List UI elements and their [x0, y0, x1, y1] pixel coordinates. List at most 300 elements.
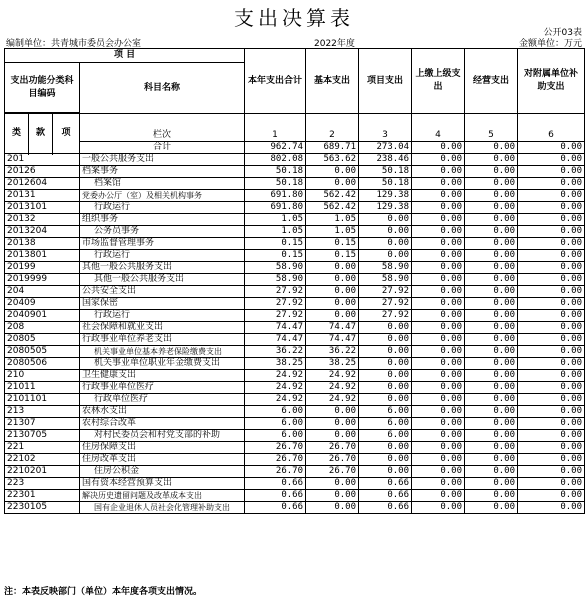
row-value-v4: 0.00	[412, 334, 465, 346]
row-value-v6: 0.00	[518, 466, 585, 478]
row-value-v4: 0.00	[412, 286, 465, 298]
row-value-v1: 50.18	[245, 166, 306, 178]
row-value-v3: 0.00	[359, 442, 412, 454]
table-row	[5, 502, 585, 514]
row-value-v6: 0.00	[518, 394, 585, 406]
row-value-v5: 0.00	[465, 310, 518, 322]
row-value-v6: 0.00	[518, 226, 585, 238]
row-value-v5: 0.00	[465, 370, 518, 382]
row-value-v2: 0.15	[306, 250, 359, 262]
row-name: 公务员事务	[80, 226, 245, 238]
row-value-v4: 0.00	[412, 238, 465, 250]
row-value-v4: 0.00	[412, 478, 465, 490]
row-value-v2: 1.05	[306, 214, 359, 226]
row-value-v2: 0.00	[306, 406, 359, 418]
table-row	[5, 358, 585, 370]
row-value-v4: 0.00	[412, 430, 465, 442]
row-value-v6: 0.00	[518, 430, 585, 442]
row-name: 公共安全支出	[80, 286, 245, 298]
row-value-v5: 0.00	[465, 250, 518, 262]
row-name: 市场监督管理事务	[80, 238, 245, 250]
table-row	[5, 442, 585, 454]
row-value-v1: 0.66	[245, 502, 306, 514]
row-value-v3: 50.18	[359, 178, 412, 190]
row-code: 2013204	[5, 226, 80, 238]
table-row	[5, 370, 585, 382]
table-row	[5, 406, 585, 418]
row-code: 223	[5, 478, 80, 490]
row-value-v2: 24.92	[306, 382, 359, 394]
table-row	[5, 250, 585, 262]
row-value-v1: 0.15	[245, 238, 306, 250]
row-value-v4: 0.00	[412, 154, 465, 166]
row-code: 20138	[5, 238, 80, 250]
row-value-v1: 36.22	[245, 346, 306, 358]
row-value-v4: 0.00	[412, 178, 465, 190]
table-row	[5, 334, 585, 346]
row-code: 208	[5, 322, 80, 334]
row-name: 卫生健康支出	[80, 370, 245, 382]
row-name: 行政运行	[80, 250, 245, 262]
row-code: 20131	[5, 190, 80, 202]
row-code: 21011	[5, 382, 80, 394]
row-value-v5: 0.00	[465, 430, 518, 442]
table-row	[5, 178, 585, 190]
row-value-v6: 0.00	[518, 286, 585, 298]
table-row	[5, 454, 585, 466]
row-value-v1: 6.00	[245, 430, 306, 442]
row-value-v4: 0.00	[412, 490, 465, 502]
table-row	[5, 418, 585, 430]
row-code: 201	[5, 154, 80, 166]
row-value-v1: 74.47	[245, 334, 306, 346]
row-name: 机关事业单位职业年金缴费支出	[80, 358, 245, 370]
row-code: 2013101	[5, 202, 80, 214]
row-value-v3: 0.00	[359, 382, 412, 394]
row-value-v3: 27.92	[359, 286, 412, 298]
total-v2: 689.71	[306, 142, 359, 154]
row-value-v4: 0.00	[412, 346, 465, 358]
row-name: 行政事业单位医疗	[80, 382, 245, 394]
row-value-v4: 0.00	[412, 466, 465, 478]
row-name: 其他一般公共服务支出	[80, 262, 245, 274]
row-value-v4: 0.00	[412, 418, 465, 430]
table-row	[5, 322, 585, 334]
row-name: 解决历史遗留问题及改革成本支出	[80, 490, 245, 502]
row-name: 党委办公厅（室）及相关机构事务	[80, 190, 245, 202]
row-value-v4: 0.00	[412, 394, 465, 406]
header-lanci: 栏次	[80, 114, 245, 142]
row-value-v1: 1.05	[245, 226, 306, 238]
row-value-v5: 0.00	[465, 262, 518, 274]
row-value-v4: 0.00	[412, 454, 465, 466]
row-value-v5: 0.00	[465, 238, 518, 250]
row-code: 2101101	[5, 394, 80, 406]
row-value-v1: 24.92	[245, 382, 306, 394]
row-value-v1: 24.92	[245, 394, 306, 406]
row-value-v2: 24.92	[306, 370, 359, 382]
row-name: 行政事业单位养老支出	[80, 334, 245, 346]
row-value-v6: 0.00	[518, 262, 585, 274]
header-xiang: 项	[53, 114, 80, 154]
col-num-3: 3	[359, 114, 412, 142]
row-value-v6: 0.00	[518, 178, 585, 190]
header-project: 项 目	[5, 49, 245, 63]
row-value-v6: 0.00	[518, 406, 585, 418]
row-name: 国有资本经营预算支出	[80, 478, 245, 490]
total-row	[5, 142, 585, 154]
row-value-v5: 0.00	[465, 178, 518, 190]
row-value-v3: 0.00	[359, 454, 412, 466]
row-value-v2: 0.00	[306, 262, 359, 274]
row-value-v5: 0.00	[465, 466, 518, 478]
row-value-v4: 0.00	[412, 214, 465, 226]
header-upper: 上缴上级支出	[412, 49, 465, 114]
col-num-1: 1	[245, 114, 306, 142]
row-value-v3: 0.00	[359, 334, 412, 346]
row-name: 住房公积金	[80, 466, 245, 478]
col-num-6: 6	[518, 114, 585, 142]
row-value-v2: 0.00	[306, 478, 359, 490]
row-code: 2012604	[5, 178, 80, 190]
row-value-v3: 0.00	[359, 346, 412, 358]
row-value-v2: 26.70	[306, 442, 359, 454]
row-code: 2210201	[5, 466, 80, 478]
row-value-v5: 0.00	[465, 322, 518, 334]
table-row	[5, 298, 585, 310]
table-row	[5, 262, 585, 274]
row-value-v4: 0.00	[412, 274, 465, 286]
row-value-v1: 58.90	[245, 274, 306, 286]
table-row	[5, 478, 585, 490]
row-value-v3: 58.90	[359, 262, 412, 274]
row-code: 20126	[5, 166, 80, 178]
total-v6: 0.00	[518, 142, 585, 154]
row-value-v4: 0.00	[412, 262, 465, 274]
col-num-4: 4	[412, 114, 465, 142]
row-value-v5: 0.00	[465, 454, 518, 466]
row-value-v2: 0.00	[306, 286, 359, 298]
table-row	[5, 154, 585, 166]
row-code: 20199	[5, 262, 80, 274]
row-value-v3: 0.00	[359, 466, 412, 478]
row-code: 2080506	[5, 358, 80, 370]
row-value-v1: 74.47	[245, 322, 306, 334]
row-value-v3: 0.00	[359, 394, 412, 406]
row-code: 21307	[5, 418, 80, 430]
expenditure-table	[4, 48, 585, 514]
row-value-v5: 0.00	[465, 226, 518, 238]
row-name: 机关事业单位基本养老保险缴费支出	[80, 346, 245, 358]
row-value-v1: 802.08	[245, 154, 306, 166]
row-value-v6: 0.00	[518, 502, 585, 514]
row-value-v2: 38.25	[306, 358, 359, 370]
row-value-v5: 0.00	[465, 346, 518, 358]
total-label: 合计	[80, 142, 245, 154]
row-value-v2: 562.42	[306, 190, 359, 202]
footnote: 注：本表反映部门（单位）本年度各项支出情况。	[4, 587, 203, 597]
row-value-v2: 1.05	[306, 226, 359, 238]
row-value-v1: 38.25	[245, 358, 306, 370]
row-code: 22102	[5, 454, 80, 466]
table-row	[5, 214, 585, 226]
row-value-v4: 0.00	[412, 322, 465, 334]
row-value-v5: 0.00	[465, 214, 518, 226]
row-value-v1: 0.66	[245, 490, 306, 502]
header-lei: 类	[5, 114, 29, 154]
row-value-v2: 0.00	[306, 418, 359, 430]
row-value-v5: 0.00	[465, 334, 518, 346]
row-value-v3: 0.00	[359, 226, 412, 238]
compiling-unit: 编制单位：共青城市委员会办公室	[6, 39, 142, 49]
row-value-v6: 0.00	[518, 214, 585, 226]
row-value-v3: 27.92	[359, 310, 412, 322]
row-value-v2: 26.70	[306, 466, 359, 478]
col-num-2: 2	[306, 114, 359, 142]
row-value-v1: 691.80	[245, 202, 306, 214]
row-value-v6: 0.00	[518, 298, 585, 310]
row-value-v2: 0.00	[306, 502, 359, 514]
row-value-v5: 0.00	[465, 418, 518, 430]
table-row	[5, 238, 585, 250]
row-value-v2: 0.00	[306, 490, 359, 502]
row-name: 行政单位医疗	[80, 394, 245, 406]
row-value-v6: 0.00	[518, 310, 585, 322]
row-code: 2019999	[5, 274, 80, 286]
row-value-v4: 0.00	[412, 442, 465, 454]
row-value-v3: 238.46	[359, 154, 412, 166]
row-value-v1: 26.70	[245, 442, 306, 454]
row-value-v2: 0.15	[306, 238, 359, 250]
row-value-v3: 129.38	[359, 202, 412, 214]
row-value-v6: 0.00	[518, 346, 585, 358]
row-value-v1: 58.90	[245, 262, 306, 274]
row-name: 住房保障支出	[80, 442, 245, 454]
row-name: 国有企业退休人员社会化管理补助支出	[80, 502, 245, 514]
row-value-v3: 0.00	[359, 370, 412, 382]
row-value-v5: 0.00	[465, 490, 518, 502]
row-value-v5: 0.00	[465, 382, 518, 394]
row-value-v4: 0.00	[412, 226, 465, 238]
row-value-v5: 0.00	[465, 406, 518, 418]
row-value-v2: 0.00	[306, 274, 359, 286]
row-code: 2230105	[5, 502, 80, 514]
page-title: 支出决算表	[234, 6, 354, 30]
row-value-v1: 0.15	[245, 250, 306, 262]
total-v1: 962.74	[245, 142, 306, 154]
table-row	[5, 202, 585, 214]
table-row	[5, 382, 585, 394]
meta-line	[4, 36, 584, 48]
table-row	[5, 190, 585, 202]
header-subsidy: 对附属单位补助支出	[518, 49, 585, 114]
row-value-v6: 0.00	[518, 334, 585, 346]
row-value-v2: 74.47	[306, 334, 359, 346]
header-code-group: 支出功能分类科目编码	[5, 63, 80, 113]
row-value-v5: 0.00	[465, 154, 518, 166]
table-row	[5, 310, 585, 322]
row-value-v5: 0.00	[465, 202, 518, 214]
header-subject-name: 科目名称	[80, 63, 245, 114]
row-value-v1: 0.66	[245, 478, 306, 490]
row-code: 221	[5, 442, 80, 454]
row-value-v3: 0.66	[359, 490, 412, 502]
row-value-v4: 0.00	[412, 166, 465, 178]
row-value-v5: 0.00	[465, 442, 518, 454]
row-value-v3: 6.00	[359, 406, 412, 418]
row-value-v5: 0.00	[465, 166, 518, 178]
row-value-v4: 0.00	[412, 310, 465, 322]
row-code: 22301	[5, 490, 80, 502]
row-name: 行政运行	[80, 310, 245, 322]
header-kuan: 款	[29, 114, 53, 154]
table-row	[5, 346, 585, 358]
row-value-v2: 0.00	[306, 310, 359, 322]
row-value-v2: 26.70	[306, 454, 359, 466]
row-value-v5: 0.00	[465, 502, 518, 514]
row-code: 204	[5, 286, 80, 298]
row-value-v1: 27.92	[245, 310, 306, 322]
row-code: 20132	[5, 214, 80, 226]
row-value-v6: 0.00	[518, 478, 585, 490]
row-value-v5: 0.00	[465, 478, 518, 490]
row-value-v1: 26.70	[245, 466, 306, 478]
row-value-v6: 0.00	[518, 322, 585, 334]
row-value-v4: 0.00	[412, 406, 465, 418]
row-value-v2: 0.00	[306, 430, 359, 442]
table-row	[5, 286, 585, 298]
row-value-v2: 0.00	[306, 298, 359, 310]
row-value-v5: 0.00	[465, 298, 518, 310]
row-value-v3: 0.00	[359, 322, 412, 334]
row-value-v4: 0.00	[412, 202, 465, 214]
table-row	[5, 226, 585, 238]
row-name: 国家保密	[80, 298, 245, 310]
row-value-v2: 0.00	[306, 178, 359, 190]
row-value-v4: 0.00	[412, 298, 465, 310]
row-value-v2: 563.62	[306, 154, 359, 166]
total-v3: 273.04	[359, 142, 412, 154]
row-value-v3: 0.00	[359, 250, 412, 262]
row-name: 农林水支出	[80, 406, 245, 418]
row-value-v1: 691.80	[245, 190, 306, 202]
row-value-v3: 6.00	[359, 418, 412, 430]
row-value-v6: 0.00	[518, 274, 585, 286]
row-value-v6: 0.00	[518, 358, 585, 370]
row-value-v3: 129.38	[359, 190, 412, 202]
row-value-v1: 6.00	[245, 406, 306, 418]
row-value-v6: 0.00	[518, 370, 585, 382]
row-name: 档案事务	[80, 166, 245, 178]
row-value-v6: 0.00	[518, 454, 585, 466]
row-value-v1: 24.92	[245, 370, 306, 382]
row-value-v3: 6.00	[359, 430, 412, 442]
row-value-v1: 50.18	[245, 178, 306, 190]
row-value-v2: 36.22	[306, 346, 359, 358]
row-value-v1: 26.70	[245, 454, 306, 466]
table-row	[5, 466, 585, 478]
row-value-v3: 0.00	[359, 214, 412, 226]
table-row	[5, 490, 585, 502]
row-name: 住房改革支出	[80, 454, 245, 466]
table-row	[5, 274, 585, 286]
row-code: 2080505	[5, 346, 80, 358]
row-code: 210	[5, 370, 80, 382]
money-unit: 金额单位：万元	[518, 39, 582, 49]
fiscal-year: 2022年度	[314, 39, 355, 49]
row-value-v2: 24.92	[306, 394, 359, 406]
row-code: 20409	[5, 298, 80, 310]
row-value-v3: 50.18	[359, 166, 412, 178]
row-value-v6: 0.00	[518, 382, 585, 394]
header-total: 本年支出合计	[245, 49, 306, 114]
row-value-v5: 0.00	[465, 358, 518, 370]
row-code: 2013801	[5, 250, 80, 262]
row-value-v4: 0.00	[412, 382, 465, 394]
row-name: 对村民委员会和村党支部的补助	[80, 430, 245, 442]
row-value-v4: 0.00	[412, 358, 465, 370]
row-value-v6: 0.00	[518, 190, 585, 202]
row-value-v6: 0.00	[518, 418, 585, 430]
row-name: 社会保障和就业支出	[80, 322, 245, 334]
row-name: 一般公共服务支出	[80, 154, 245, 166]
header-project-exp: 项目支出	[359, 49, 412, 114]
row-value-v6: 0.00	[518, 154, 585, 166]
row-value-v1: 27.92	[245, 286, 306, 298]
col-num-5: 5	[465, 114, 518, 142]
row-value-v6: 0.00	[518, 490, 585, 502]
total-v4: 0.00	[412, 142, 465, 154]
row-value-v3: 0.00	[359, 358, 412, 370]
table-row	[5, 394, 585, 406]
row-value-v1: 6.00	[245, 418, 306, 430]
row-value-v6: 0.00	[518, 202, 585, 214]
row-value-v3: 58.90	[359, 274, 412, 286]
row-code: 20805	[5, 334, 80, 346]
row-value-v6: 0.00	[518, 238, 585, 250]
row-value-v4: 0.00	[412, 190, 465, 202]
row-code: 2130705	[5, 430, 80, 442]
row-value-v3: 0.66	[359, 478, 412, 490]
row-value-v1: 1.05	[245, 214, 306, 226]
total-v5: 0.00	[465, 142, 518, 154]
row-value-v4: 0.00	[412, 502, 465, 514]
row-value-v5: 0.00	[465, 274, 518, 286]
header-basic: 基本支出	[306, 49, 359, 114]
row-value-v2: 562.42	[306, 202, 359, 214]
form-number: 公开03表	[543, 28, 582, 38]
row-name: 其他一般公共服务支出	[80, 274, 245, 286]
row-value-v3: 27.92	[359, 298, 412, 310]
header-business: 经营支出	[465, 49, 518, 114]
row-value-v4: 0.00	[412, 250, 465, 262]
row-value-v6: 0.00	[518, 250, 585, 262]
row-value-v5: 0.00	[465, 286, 518, 298]
row-value-v5: 0.00	[465, 394, 518, 406]
row-value-v2: 74.47	[306, 322, 359, 334]
row-value-v6: 0.00	[518, 166, 585, 178]
row-value-v3: 0.00	[359, 238, 412, 250]
row-name: 农村综合改革	[80, 418, 245, 430]
row-value-v5: 0.00	[465, 190, 518, 202]
row-value-v3: 0.66	[359, 502, 412, 514]
table-row	[5, 166, 585, 178]
row-code: 2040901	[5, 310, 80, 322]
row-value-v6: 0.00	[518, 442, 585, 454]
table-row	[5, 430, 585, 442]
row-value-v2: 0.00	[306, 166, 359, 178]
row-name: 档案馆	[80, 178, 245, 190]
